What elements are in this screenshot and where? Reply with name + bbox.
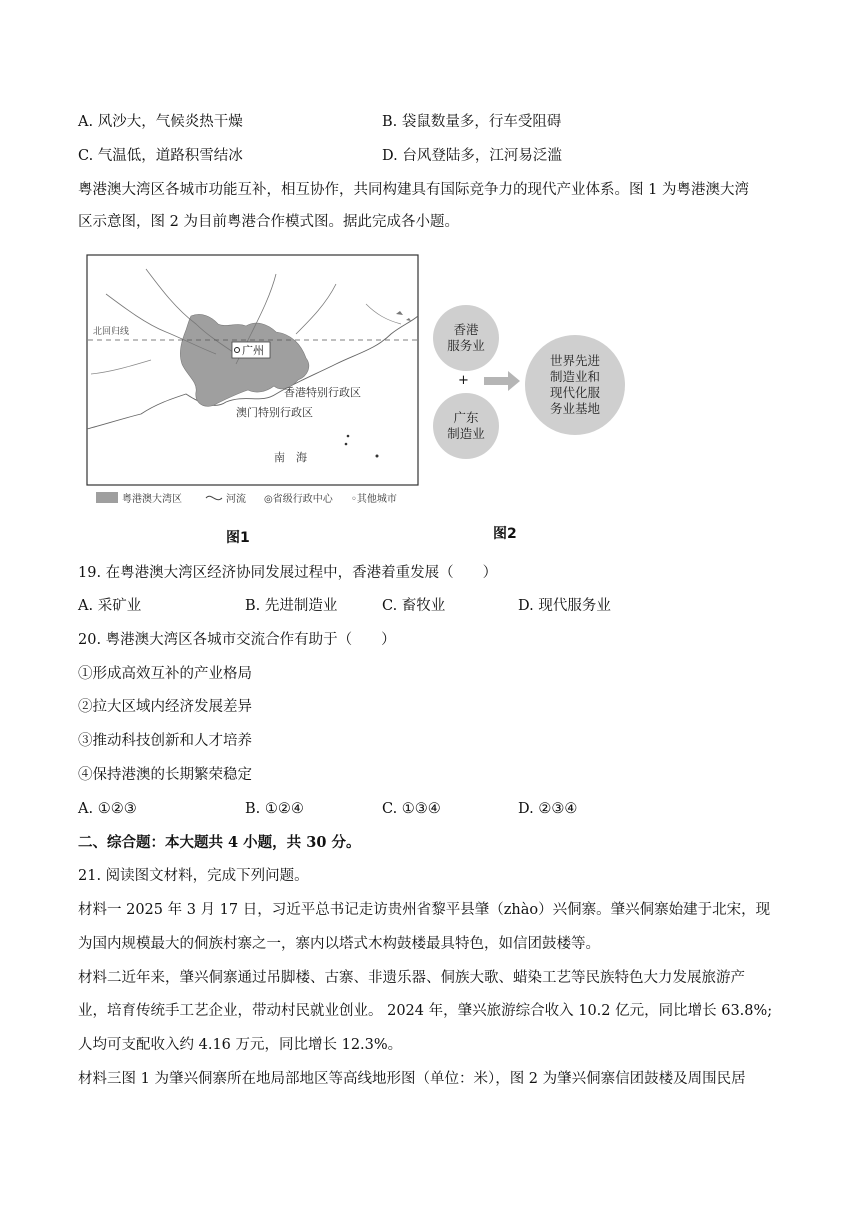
tropic-label: 北回归线	[93, 327, 130, 337]
legend-bay-area: 粤港澳大湾区	[122, 494, 182, 505]
legend-river: 河流	[226, 494, 246, 505]
q20-option-a: A. ①②③	[78, 801, 137, 817]
q19-stem: 19. 在粤港澳大湾区经济协同发展过程中，香港着重发展（ ）	[78, 565, 498, 581]
intro-line-1: 粤港澳大湾区各城市功能互补，相互协作，共同构建具有国际竞争力的现代产业体系。图 1 为粤港澳大湾	[78, 182, 749, 198]
hongkong-label: 香港特别行政区	[284, 386, 361, 399]
q20-statement-1: ①形成高效互补的产业格局	[78, 666, 252, 682]
q21-material-1-line-2: 为国内规模最大的侗族村寨之一，寨内以塔式木构鼓楼最具特色，如信团鼓楼等。	[78, 936, 600, 952]
figure-1-map	[86, 254, 420, 509]
q20-option-c: C. ①③④	[382, 801, 441, 817]
q21-material-2-line-3: 人均可支配收入约 4.16 万元，同比增长 12.3%。	[78, 1037, 403, 1053]
q21-material-2-line-2: 业，培育传统手工艺企业，带动村民就业创业。 2024 年，肇兴旅游综合收入 10.2 亿元，同比增长 63.8%;	[78, 1003, 773, 1019]
intro-line-2: 区示意图，图 2 为目前粤港合作模式图。据此完成各小题。	[78, 214, 459, 230]
q21-material-3-line-1: 材料三图 1 为肇兴侗寨所在地局部地区等高线地形图（单位：米），图 2 为肇兴侗寨信团鼓楼及周围民居	[78, 1071, 746, 1087]
option-18-d: D. 台风登陆多，江河易泛滥	[382, 148, 562, 164]
q20-statement-3: ③推动科技创新和人才培养	[78, 733, 252, 749]
legend-city: ◦其他城市	[351, 494, 397, 505]
option-18-b: B. 袋鼠数量多，行车受阻碍	[382, 114, 562, 130]
q21-material-1-line-1: 材料一 2025 年 3 月 17 日，习近平总书记走访贵州省黎平县肇（zhào）兴侗寨。肇兴侗寨始建于北宋，现	[78, 902, 771, 918]
q20-statement-2: ②拉大区域内经济发展差异	[78, 699, 252, 715]
q20-stem: 20. 粤港澳大湾区各城市交流合作有助于（ ）	[78, 632, 396, 648]
q19-option-d: D. 现代服务业	[518, 598, 611, 614]
arrow-right-icon	[482, 369, 522, 393]
result-circle: 世界先进 制造业和 现代化服 务业基地	[525, 335, 625, 435]
hk-services-circle: 香港 服务业	[433, 305, 499, 371]
q19-option-b: B. 先进制造业	[245, 598, 338, 614]
q21-material-2-line-1: 材料二近年来，肇兴侗寨通过吊脚楼、古寨、非遗乐器、侗族大歌、蜡染工艺等民族特色大力发展旅游产	[78, 970, 745, 986]
legend-capital: ◎省级行政中心	[264, 494, 333, 505]
bay-area-map	[86, 254, 420, 509]
figure-2-diagram	[430, 305, 650, 465]
q20-statement-4: ④保持港澳的长期繁荣稳定	[78, 767, 252, 783]
figure-1-caption: 图1	[226, 530, 250, 546]
guangzhou-label: 广州	[242, 344, 264, 357]
figure-2-caption: 图2	[493, 526, 517, 542]
q19-option-a: A. 采矿业	[78, 598, 142, 614]
q21-stem: 21. 阅读图文材料，完成下列问题。	[78, 868, 309, 884]
q20-option-b: B. ①②④	[245, 801, 304, 817]
q19-option-c: C. 畜牧业	[382, 598, 446, 614]
q20-option-d: D. ②③④	[518, 801, 578, 817]
section-2-heading: 二、综合题：本大题共 4 小题，共 30 分。	[78, 834, 361, 851]
option-18-c: C. 气温低，道路积雪结冰	[78, 148, 243, 164]
sea-label: 南 海	[274, 451, 307, 464]
plus-sign: +	[458, 373, 469, 388]
option-18-a: A. 风沙大，气候炎热干燥	[78, 114, 243, 130]
gd-manufacturing-circle: 广东 制造业	[433, 393, 499, 459]
macau-label: 澳门特别行政区	[236, 406, 313, 419]
